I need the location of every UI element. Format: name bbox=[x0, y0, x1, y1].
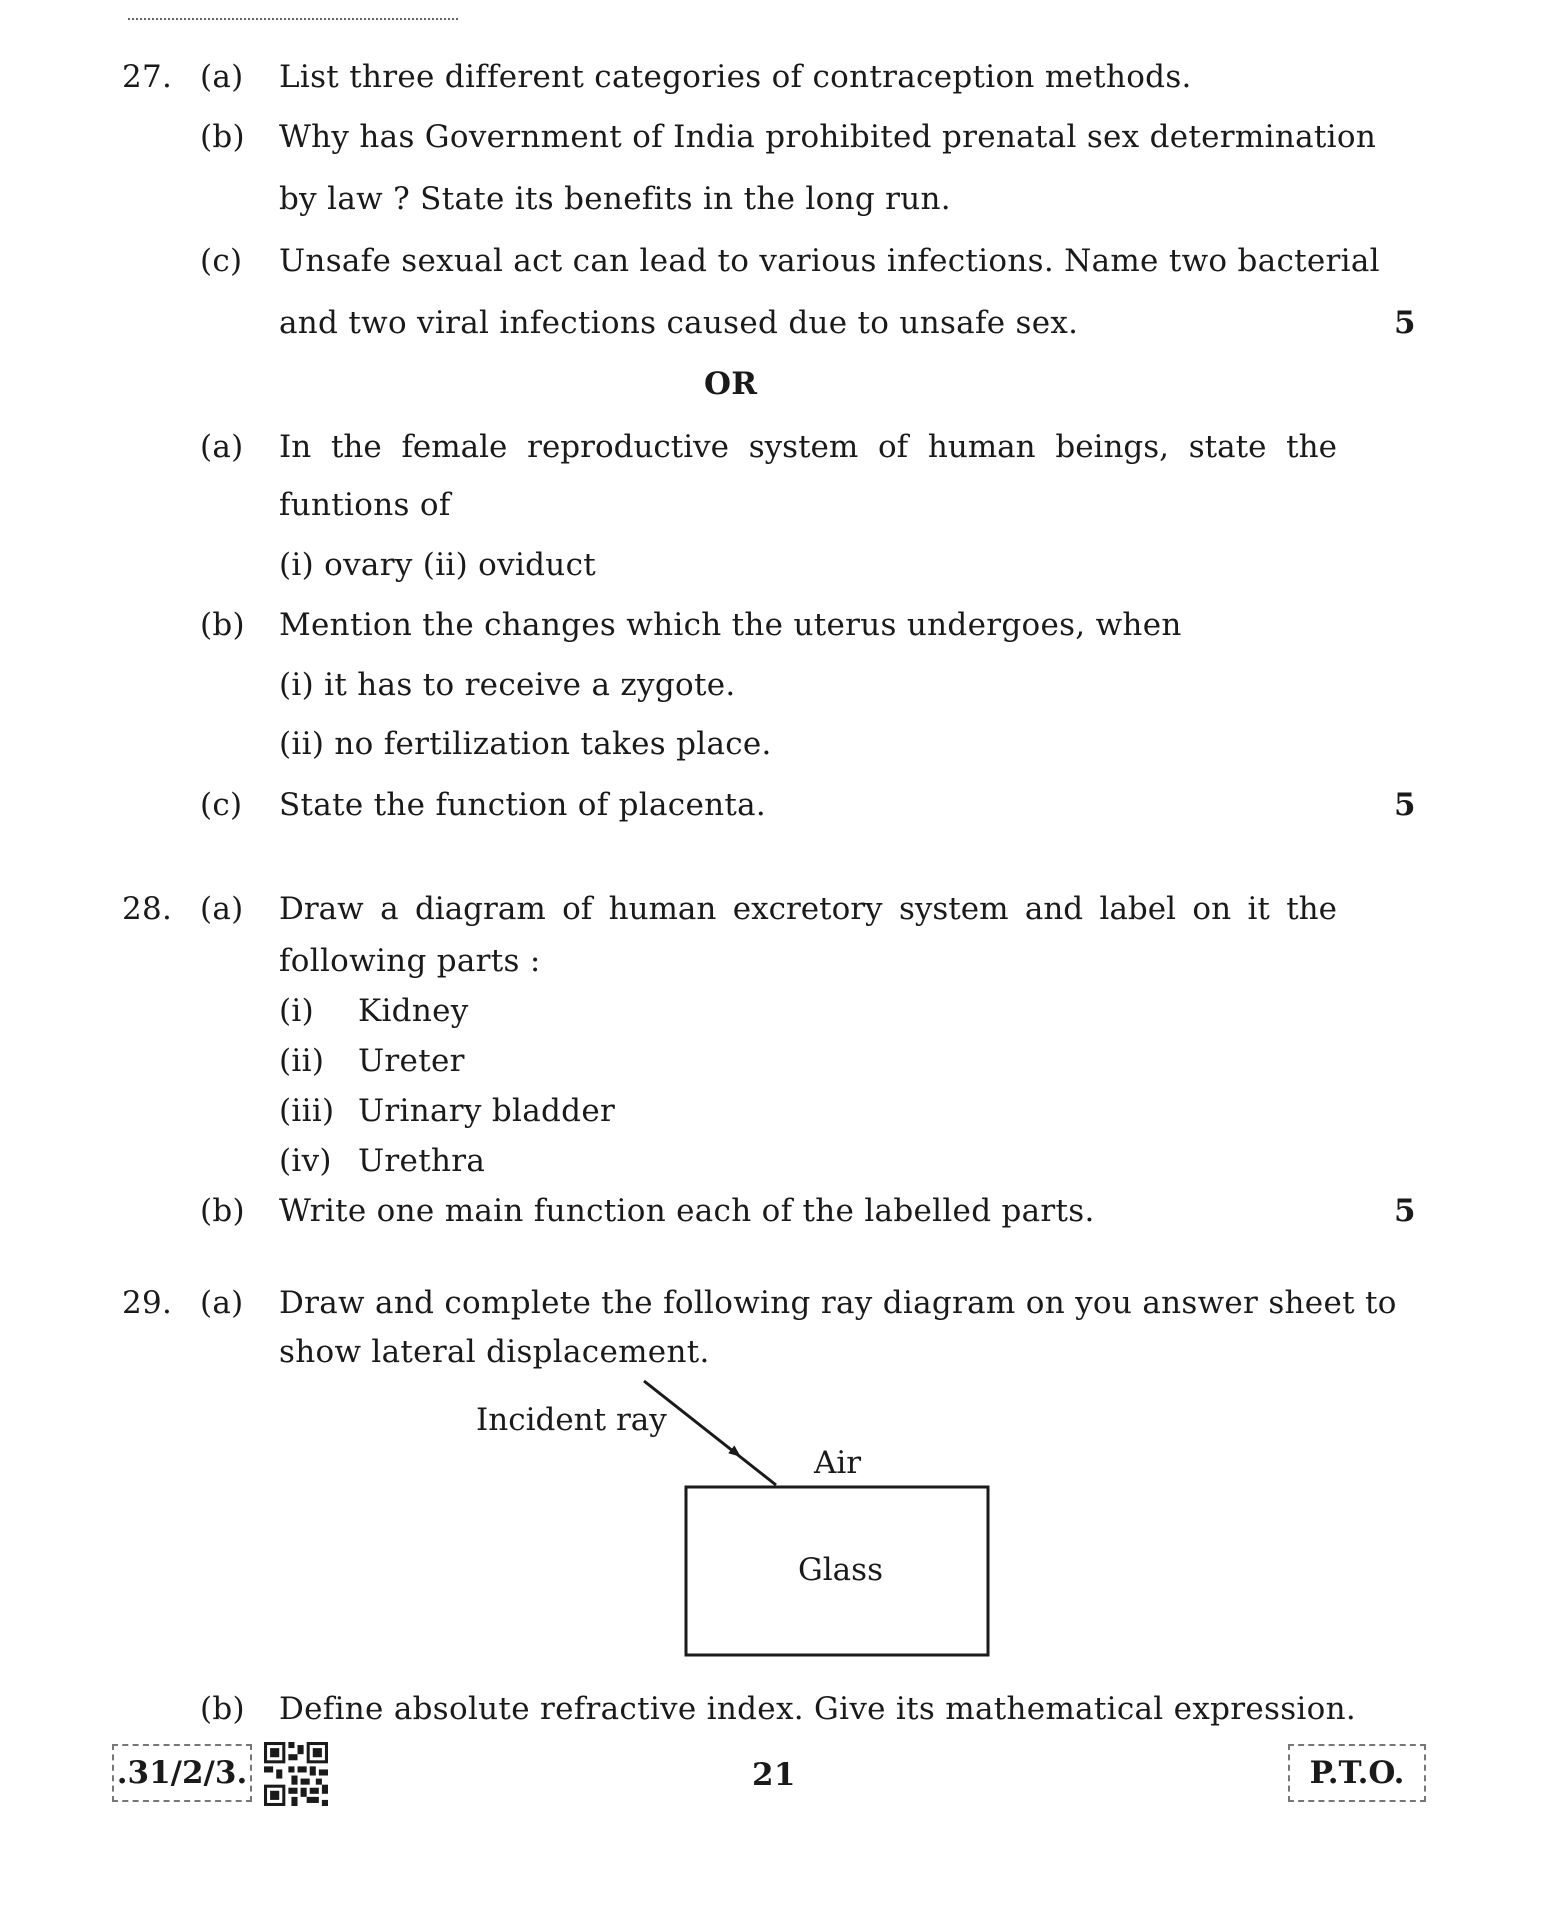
q29-b-text: Define absolute refractive index. Give its mathematical expression. bbox=[279, 1691, 1357, 1727]
q27-a-text: List three different categories of contraception methods. bbox=[279, 59, 1192, 95]
word: of bbox=[562, 891, 593, 927]
word: reproductive bbox=[527, 429, 730, 465]
paper-code: .31/2/3. bbox=[112, 1744, 252, 1802]
qr-code-icon bbox=[264, 1742, 328, 1806]
q27-c-label: (c) bbox=[200, 243, 243, 279]
q28-part-num: (iii) bbox=[279, 1093, 335, 1129]
header-dotted-line bbox=[128, 18, 458, 20]
q28-part-name: Kidney bbox=[358, 993, 469, 1029]
word: human bbox=[608, 891, 717, 927]
word: excretory bbox=[732, 891, 883, 927]
ray-diagram bbox=[440, 1360, 1020, 1670]
q27-alt-b-line1: Mention the changes which the uterus undergoes, when bbox=[279, 607, 1182, 643]
incident-ray-label: Incident ray bbox=[476, 1402, 667, 1438]
word: female bbox=[401, 429, 508, 465]
q28-part-num: (ii) bbox=[279, 1043, 325, 1079]
q27-alt-a-line3: (i) ovary (ii) oviduct bbox=[279, 547, 596, 583]
q28-a-label: (a) bbox=[200, 891, 244, 927]
word: system bbox=[898, 891, 1009, 927]
q28-marks: 5 bbox=[1394, 1193, 1416, 1229]
q29-a-label: (a) bbox=[200, 1285, 244, 1321]
q28-a-line1 bbox=[279, 891, 1337, 927]
q28-part-name: Urinary bladder bbox=[358, 1093, 616, 1129]
word: on bbox=[1192, 891, 1232, 927]
q27-alt-c-label: (c) bbox=[200, 787, 243, 823]
pto-box: P.T.O. bbox=[1288, 1744, 1426, 1802]
q28-part-name: Ureter bbox=[358, 1043, 465, 1079]
q27-b-line2: by law ? State its benefits in the long run. bbox=[279, 181, 951, 217]
q27-alt-a-line1 bbox=[279, 429, 1337, 465]
q27-a-label: (a) bbox=[200, 59, 244, 95]
q27-alt-b-i: (i) it has to receive a zygote. bbox=[279, 667, 736, 703]
word: system bbox=[748, 429, 859, 465]
q27-marks: 5 bbox=[1394, 305, 1416, 341]
q28-b-text: Write one main function each of the labelled parts. bbox=[279, 1193, 1095, 1229]
q29-a-line2: show lateral displacement. bbox=[279, 1334, 710, 1370]
q29-number: 29. bbox=[122, 1285, 173, 1321]
word: and bbox=[1024, 891, 1084, 927]
q28-part-num: (i) bbox=[279, 993, 315, 1029]
word: state bbox=[1188, 429, 1267, 465]
word: a bbox=[380, 891, 399, 927]
q27-c-line1: Unsafe sexual act can lead to various infections. Name two bacterial bbox=[279, 243, 1380, 279]
q27-alt-c-text: State the function of placenta. bbox=[279, 787, 767, 823]
q28-part-num: (iv) bbox=[279, 1143, 332, 1179]
q27-c-line2: and two viral infections caused due to unsafe sex. bbox=[279, 305, 1079, 341]
word: In bbox=[279, 429, 312, 465]
word: the bbox=[1286, 429, 1337, 465]
q27-alt-a-label: (a) bbox=[200, 429, 244, 465]
word: label bbox=[1099, 891, 1177, 927]
q27-b-line1: Why has Government of India prohibited prenatal sex determination bbox=[279, 119, 1377, 155]
q28-a-line2: following parts : bbox=[279, 943, 541, 979]
glass-label: Glass bbox=[798, 1552, 883, 1588]
q27-number: 27. bbox=[122, 59, 173, 95]
word: diagram bbox=[414, 891, 546, 927]
word: beings, bbox=[1055, 429, 1170, 465]
q28-part-name: Urethra bbox=[358, 1143, 486, 1179]
air-label: Air bbox=[814, 1445, 862, 1481]
word: Draw bbox=[279, 891, 364, 927]
q27-alt-marks: 5 bbox=[1394, 787, 1416, 823]
q28-b-label: (b) bbox=[200, 1193, 245, 1229]
q27-alt-a-line2: funtions of bbox=[279, 487, 451, 523]
q27-alt-b-label: (b) bbox=[200, 607, 245, 643]
word: it bbox=[1247, 891, 1270, 927]
word: the bbox=[330, 429, 382, 465]
q27-b-label: (b) bbox=[200, 119, 245, 155]
word: the bbox=[1286, 891, 1337, 927]
q29-a-line1: Draw and complete the following ray diagram on you answer sheet to bbox=[279, 1285, 1397, 1321]
q27-or: OR bbox=[704, 366, 758, 402]
q28-number: 28. bbox=[122, 891, 173, 927]
word: of bbox=[878, 429, 909, 465]
word: human bbox=[927, 429, 1036, 465]
page-number: 21 bbox=[752, 1757, 796, 1793]
q29-b-label: (b) bbox=[200, 1691, 245, 1727]
q27-alt-b-ii: (ii) no fertilization takes place. bbox=[279, 726, 772, 762]
